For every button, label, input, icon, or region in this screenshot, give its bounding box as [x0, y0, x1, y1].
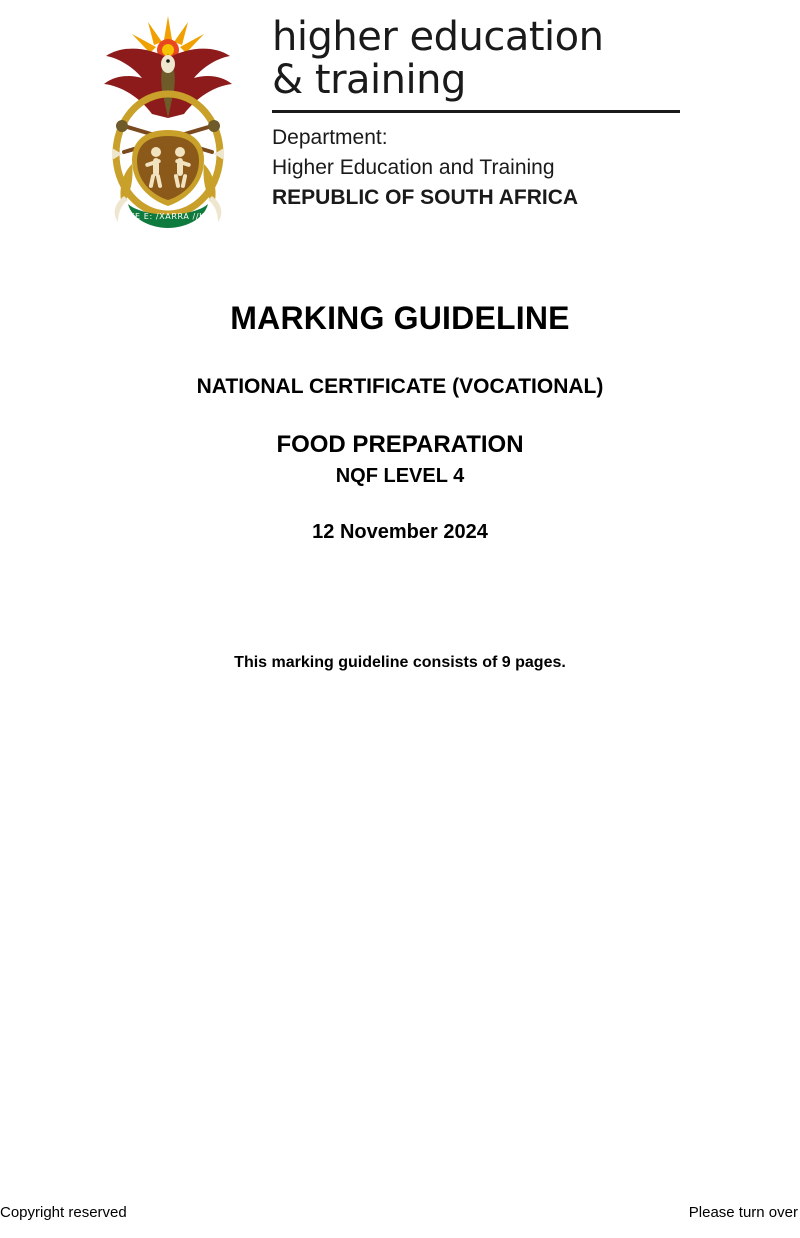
subject-title: FOOD PREPARATION [276, 431, 524, 458]
page-title: MARKING GUIDELINE [230, 300, 570, 336]
page-count-note: This marking guideline consists of 9 pages. [234, 654, 566, 671]
department-block [272, 123, 728, 212]
certificate-line: NATIONAL CERTIFICATE (VOCATIONAL) [196, 375, 604, 398]
footer-copyright: Copyright reserved [0, 1204, 127, 1221]
page-footer [0, 1204, 800, 1224]
department-label: Department: [272, 126, 388, 150]
document-header [88, 14, 728, 234]
exam-date: 12 November 2024 [312, 521, 488, 543]
country-name: REPUBLIC OF SOUTH AFRICA [272, 186, 579, 209]
departmental-wordmark [272, 14, 728, 213]
title-block [0, 300, 800, 672]
department-name: Higher Education and Training [272, 156, 555, 180]
wordmark-line-1: higher education [272, 14, 604, 60]
footer-turn-over: Please turn over [688, 1204, 798, 1221]
wordmark-line-2: & training [272, 57, 466, 104]
svg-text:!KE E: /XARRA //KE: !KE E: /XARRA //KE [125, 212, 211, 221]
coat-of-arms-icon [88, 14, 248, 234]
wordmark-divider [272, 110, 680, 113]
nqf-level: NQF LEVEL 4 [335, 465, 465, 487]
